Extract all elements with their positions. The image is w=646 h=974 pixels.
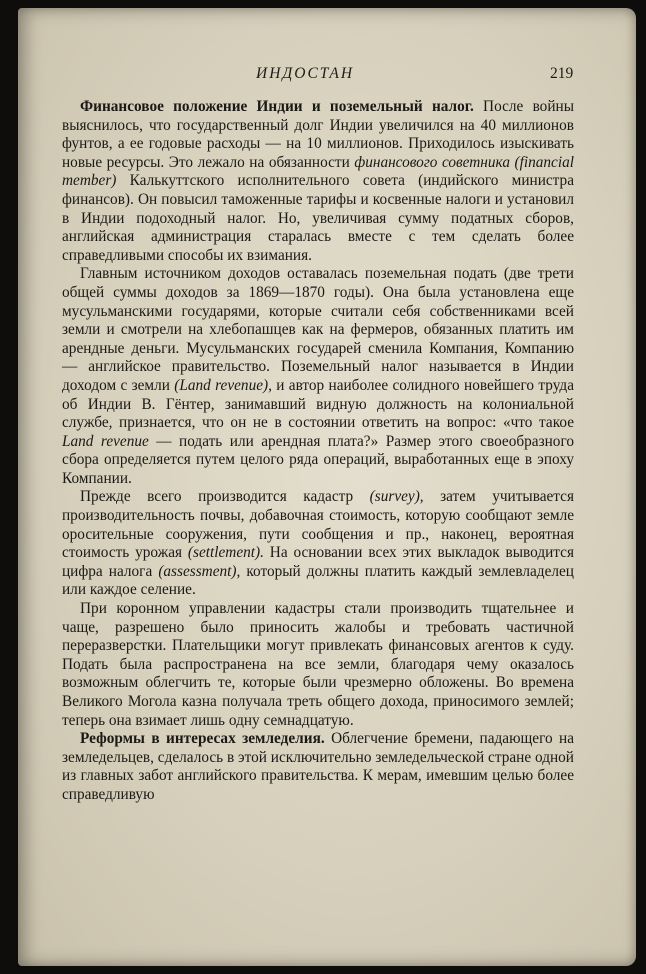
paragraph (62, 488, 574, 600)
text-run: — подать или арендная плата?» Размер этого своеобразного сбора определяется путем целого ряда операций, выработанных еще в эпоху Компании. (62, 432, 574, 487)
paragraph (62, 730, 574, 804)
italic-term: (settlement). (187, 544, 264, 562)
section-heading: Финансовое положение Индии и поземельный налог. (80, 98, 474, 115)
text-run: Главным источником доходов оставалась поземельная подать (две трети общей суммы доходов за 1869—1870 годы). Она была установлена еще мусульманскими государями, которые считали себя собственниками всей земли и смотрели на хлебопашцев как на фермеров, обязанных платить им арендные деньги. Мусульманских государей сменила Компания, Компанию — английское правительство. Поземельный налог называется в Индии доходом с земли (62, 265, 574, 394)
italic-term: финансового советника (financial member) (62, 153, 574, 190)
italic-term: (survey), (369, 488, 424, 506)
text-run: Облегчение бремени, падающего на земледельцев, сделалось в этой исключительно земледельческой стране одной из главных забот английского правительства. К мерам, имевшим целью более справедливую (62, 730, 574, 803)
book-page (18, 8, 636, 966)
text-run: После войны выяснилось, что государственный долг Индии увеличился на 40 миллионов фунтов, а ее годовые расходы — на 10 миллионов. Приходилось изыскивать новые ресурсы. Это лежало на обязанности (62, 98, 574, 171)
paragraph (62, 600, 574, 730)
text-run: Прежде всего производится кадастр (80, 488, 370, 506)
section-heading: Реформы в интересах земледелия. (80, 730, 325, 748)
running-head: ИНДОСТАН (256, 65, 355, 82)
text-run: который должны платить каждый землевладелец или каждое селение. (62, 562, 574, 599)
italic-term: (Land revenue), (174, 376, 272, 394)
page-number: 219 (550, 65, 574, 82)
paragraph (62, 265, 574, 488)
text-run: затем учитывается производительность почвы, добавочная стоимость, которую сообщают земле оросительные сооружения, пути сообщения и пр., наконец, вероятная стоимость урожая (62, 488, 574, 562)
text-run: Калькуттского исполнительного совета (индийского министра финансов). Он повысил таможенные тарифы и косвенные налоги и установил в Индии подоходный налог. Но, увеличивая сумму податных сборов, английская администрация старалась вместе с тем сделать более справедливыми способы их взимания. (62, 172, 574, 264)
text-run: и автор наиболее солидного новейшего труда об Индии В. Гёнтер, занимавший видную должность на колониальной службе, признается, что он не в состоянии ответить на вопрос: «что такое (62, 376, 574, 432)
body-text (62, 98, 574, 805)
italic-term: Land revenue (62, 432, 149, 450)
text-run: На основании всех этих выкладок выводится цифра налога (62, 544, 575, 580)
paragraph (62, 98, 574, 265)
text-run: При коронном управлении кадастры стали производить тщательнее и чаще, разрешено было приносить жалобы и требовать частичной переразверстки. Плательщики могут привлекать финансовых агентов к суду. Подать была распространена на все земли, благодаря чему оказалось возможным облегчить те, которые были чрезмерно обложены. Во времена Великого Могола казна получала треть общего дохода, приносимого землей; теперь она взимает лишь одну семнадцатую. (62, 600, 574, 729)
italic-term: (assessment), (158, 562, 241, 580)
